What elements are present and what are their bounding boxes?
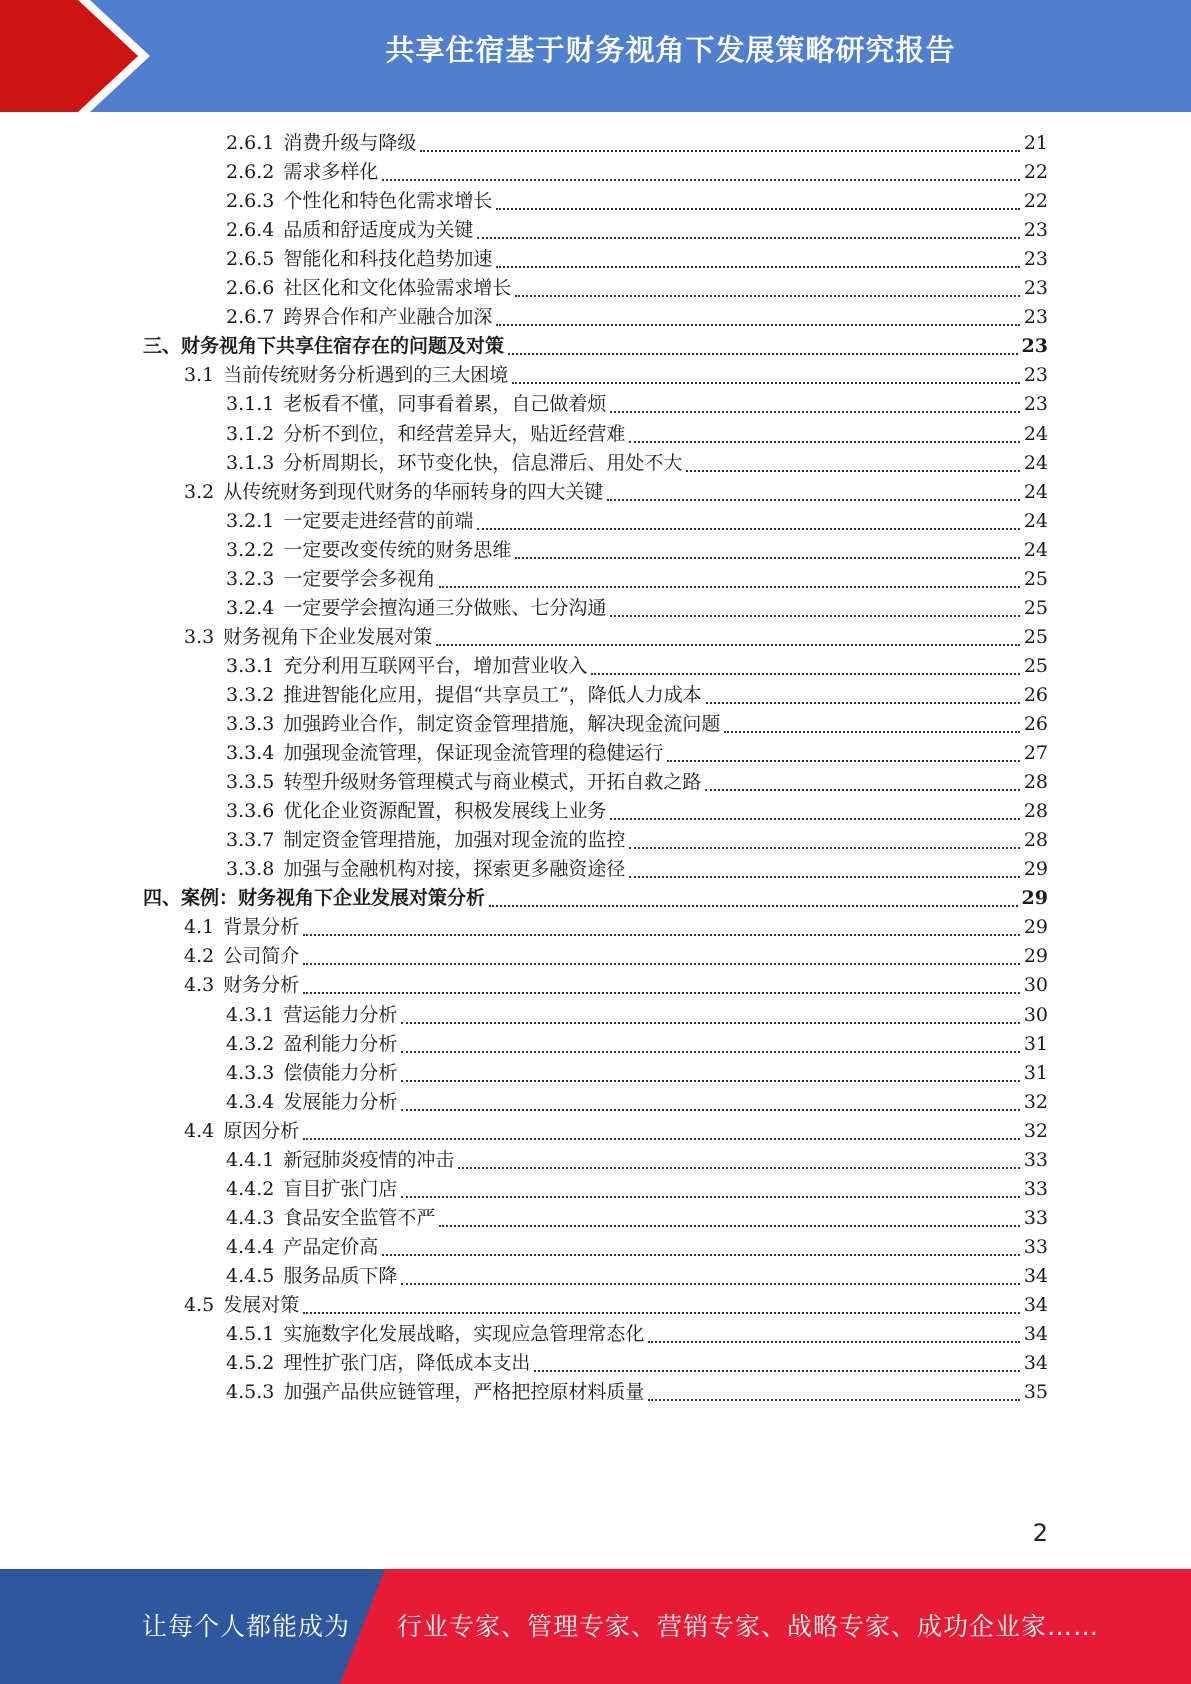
toc-entry[interactable]: [226, 1058, 1048, 1089]
toc-entry-title: 财务视角下企业发展对策: [223, 625, 433, 648]
toc-entry-number: 2.6.1: [226, 132, 275, 154]
toc-dot-leader: [439, 564, 1019, 595]
toc-entry[interactable]: [184, 970, 1048, 1001]
toc-entry[interactable]: [226, 680, 1048, 711]
page-footer: [0, 1569, 1191, 1684]
toc-entry[interactable]: [226, 1348, 1048, 1379]
toc-entry[interactable]: [226, 1203, 1048, 1234]
toc-entry-number: 3.3.7: [226, 829, 275, 852]
toc-entry-title: 从传统财务到现代财务的华丽转身的四大关键: [223, 480, 604, 503]
toc-entry-title: 发展能力分析: [283, 1090, 398, 1113]
toc-entry-page: 29: [1021, 887, 1048, 910]
toc-entry-title: 转型升级财务管理模式与商业模式，开拓自救之路: [283, 771, 702, 794]
toc-entry-number: 4.4: [184, 1119, 215, 1142]
toc-entry-title: 一定要学会多视角: [283, 567, 436, 590]
report-title: 共享住宿基于财务视角下发展策略研究报告: [385, 33, 956, 67]
toc-entry-page: 30: [1023, 974, 1048, 997]
toc-dot-leader: [724, 709, 1019, 740]
toc-entry-page: 30: [1023, 1003, 1048, 1026]
toc-dot-leader: [706, 680, 1020, 711]
toc-entry[interactable]: [226, 564, 1048, 595]
toc-entry[interactable]: [226, 854, 1048, 885]
toc-dot-leader: [629, 854, 1019, 885]
toc-dot-leader: [401, 1174, 1019, 1205]
toc-entry-title: 充分利用互联网平台，增加营业收入: [283, 654, 588, 677]
footer-slogan-left: 让每个人都能成为: [142, 1612, 351, 1641]
toc-entry-number: 3.3.2: [226, 683, 275, 706]
toc-entry-number: 2.6.3: [226, 190, 275, 213]
toc-entry[interactable]: [184, 360, 1048, 391]
toc-dot-leader: [629, 825, 1019, 856]
toc-dot-leader: [515, 535, 1019, 566]
toc-entry[interactable]: [226, 1087, 1048, 1118]
toc-entry[interactable]: [226, 1377, 1048, 1408]
toc-dot-leader: [477, 506, 1019, 537]
toc-entry-page: 28: [1023, 800, 1048, 823]
toc-dot-leader: [477, 215, 1019, 246]
toc-entry-page: 26: [1023, 683, 1048, 706]
toc-entry-title: 加强现金流管理，保证现金流管理的稳健运行: [283, 742, 664, 765]
toc-dot-leader: [648, 1377, 1019, 1408]
toc-entry-page: 24: [1023, 480, 1048, 503]
toc-dot-leader: [705, 767, 1019, 798]
toc-entry[interactable]: [226, 215, 1048, 246]
toc-entry-number: 3.3.6: [226, 800, 275, 823]
toc-entry-title: 制定资金管理措施，加强对现金流的监控: [283, 829, 626, 852]
toc-dot-leader: [458, 1145, 1019, 1176]
toc-entry-number: 4.3.4: [226, 1090, 275, 1113]
toc-entry-title: 智能化和科技化趋势加速: [283, 248, 493, 271]
toc-entry[interactable]: [226, 419, 1048, 450]
toc-entry-page: 24: [1023, 509, 1048, 532]
toc-entry[interactable]: [226, 1000, 1048, 1031]
toc-entry-title: 跨界合作和产业融合加深: [283, 306, 493, 329]
toc-entry-number: 3.3.3: [226, 713, 275, 735]
toc-entry[interactable]: [143, 883, 1048, 914]
toc-dot-leader: [610, 389, 1019, 420]
toc-entry-title: 食品安全监管不严: [283, 1206, 436, 1229]
toc-entry-number: 2.6.7: [226, 306, 275, 329]
page-header: [0, 0, 1191, 112]
toc-entry-title: 服务品质下降: [283, 1264, 398, 1287]
toc-entry-number: 3.2.1: [226, 509, 275, 532]
toc-entry-title: 优化企业资源配置，积极发展线上业务: [283, 800, 607, 823]
toc-entry[interactable]: [184, 1116, 1048, 1147]
toc-entry-page: 33: [1023, 1235, 1048, 1258]
toc-entry-number: 3.2: [184, 480, 215, 503]
toc-entry-title: 四、案例：财务视角下企业发展对策分析: [143, 887, 486, 910]
toc-entry-number: 4.4.1: [226, 1148, 275, 1171]
toc-entry-number: 3.1: [184, 364, 215, 387]
toc-entry-number: 3.3.5: [226, 771, 275, 794]
toc-entry-title: 营运能力分析: [283, 1003, 398, 1026]
toc-entry-page: 28: [1023, 771, 1048, 794]
toc-entry-title: 加强产品供应链管理，严格把控原材料质量: [283, 1381, 645, 1404]
toc-entry-title: 一定要走进经营的前端: [283, 509, 474, 532]
toc-entry-number: 2.6.5: [226, 248, 275, 271]
toc-entry-title: 背景分析: [223, 916, 300, 939]
toc-entry-number: 4.1: [184, 916, 215, 939]
toc-entry[interactable]: [184, 941, 1048, 972]
toc-entry[interactable]: [226, 1319, 1048, 1350]
toc-dot-leader: [303, 912, 1020, 943]
toc-entry-page: 25: [1023, 625, 1048, 648]
toc-entry[interactable]: [226, 651, 1048, 682]
toc-entry-title: 理性扩张门店，降低成本支出: [283, 1352, 531, 1375]
toc-entry[interactable]: [226, 186, 1048, 217]
toc-entry-number: 3.2.4: [226, 596, 275, 619]
toc-dot-leader: [382, 157, 1019, 188]
toc-entry-title: 品质和舒适度成为关键: [283, 219, 474, 242]
toc-entry[interactable]: [226, 1174, 1048, 1205]
toc-entry-page: 28: [1023, 829, 1048, 852]
toc-entry[interactable]: [184, 912, 1048, 943]
toc-entry-page: 22: [1023, 161, 1048, 184]
toc-dot-leader: [401, 1261, 1019, 1292]
toc-dot-leader: [439, 1203, 1019, 1234]
toc-entry-number: 3.3.1: [226, 654, 275, 677]
toc-entry[interactable]: [226, 157, 1048, 188]
toc-dot-leader: [629, 419, 1019, 450]
toc-entry-page: 34: [1023, 1323, 1048, 1346]
toc-entry-number: 3.1.1: [226, 393, 275, 416]
toc-entry[interactable]: [226, 448, 1048, 479]
toc-entry-page: 34: [1023, 1294, 1048, 1316]
toc-entry-title: 盲目扩张门店: [283, 1177, 398, 1200]
toc-entry-page: 24: [1023, 538, 1048, 561]
toc-entry-page: 24: [1023, 422, 1048, 445]
toc-entry-title: 分析不到位，和经营差异大，贴近经营难: [283, 422, 626, 445]
toc-dot-leader: [401, 1087, 1019, 1118]
toc-entry[interactable]: [226, 796, 1048, 827]
footer-slogan-right: 行业专家、管理专家、营销专家、战略专家、成功企业家……: [397, 1612, 1100, 1641]
toc-entry[interactable]: [226, 506, 1048, 537]
toc-entry-page: 24: [1023, 451, 1048, 474]
toc-entry-title: 加强与金融机构对接，探索更多融资途径: [283, 858, 626, 881]
toc-dot-leader: [610, 796, 1019, 827]
toc-dot-leader: [667, 738, 1019, 769]
toc-entry-title: 三、财务视角下共享住宿存在的问题及对策: [143, 335, 505, 358]
toc-entry-page: 23: [1021, 335, 1048, 358]
toc-entry[interactable]: [226, 738, 1048, 769]
toc-entry-title: 财务分析: [223, 974, 300, 997]
toc-dot-leader: [401, 1029, 1019, 1060]
toc-entry-number: 4.3.2: [226, 1032, 275, 1055]
toc-entry[interactable]: [143, 331, 1048, 362]
toc-entry-page: 25: [1023, 567, 1048, 590]
toc-entry[interactable]: [226, 593, 1048, 624]
toc-dot-leader: [648, 1319, 1019, 1350]
toc-dot-leader: [515, 273, 1019, 304]
toc-entry[interactable]: [226, 389, 1048, 420]
toc-entry-number: 3.2.3: [226, 567, 275, 590]
toc-entry-number: 3.3.4: [226, 742, 275, 765]
toc-entry-title: 需求多样化: [283, 161, 379, 184]
toc-entry-title: 新冠肺炎疫情的冲击: [283, 1148, 455, 1171]
toc-entry-title: 偿债能力分析: [283, 1061, 398, 1084]
toc-entry-number: 2.6.4: [226, 219, 275, 242]
toc-entry-number: 3.1.3: [226, 451, 275, 474]
toc-dot-leader: [512, 360, 1020, 391]
toc-entry[interactable]: [226, 709, 1048, 740]
toc-dot-leader: [382, 1232, 1019, 1263]
toc-dot-leader: [401, 1000, 1019, 1031]
toc-entry-number: 4.5.1: [226, 1323, 275, 1346]
toc-entry-page: 31: [1023, 1032, 1048, 1055]
toc-entry-page: 31: [1023, 1061, 1048, 1084]
toc-entry[interactable]: [226, 767, 1048, 798]
toc-dot-leader: [401, 1058, 1019, 1089]
toc-dot-leader: [534, 1348, 1019, 1379]
toc-entry-page: 35: [1023, 1381, 1048, 1404]
toc-entry-number: 3.3: [184, 625, 215, 648]
toc-entry[interactable]: [184, 1290, 1048, 1321]
toc-dot-leader: [496, 302, 1019, 333]
toc-entry-number: 2.6.2: [226, 161, 275, 184]
toc-entry-number: 4.2: [184, 945, 215, 968]
toc-entry[interactable]: [226, 1232, 1048, 1263]
toc-entry-title: 当前传统财务分析遇到的三大困境: [223, 364, 509, 387]
toc-entry-title: 消费升级与降级: [283, 132, 417, 154]
toc-entry-page: 29: [1023, 858, 1048, 881]
toc-dot-leader: [591, 651, 1019, 682]
toc-entry[interactable]: [226, 825, 1048, 856]
toc-dot-leader: [436, 622, 1020, 653]
toc-dot-leader: [686, 448, 1019, 479]
toc-entry[interactable]: [226, 1261, 1048, 1292]
toc-dot-leader: [496, 186, 1019, 217]
toc-entry-title: 实施数字化发展战略，实现应急管理常态化: [283, 1323, 645, 1346]
toc-entry-title: 一定要改变传统的财务思维: [283, 538, 512, 561]
toc-entry-page: 32: [1023, 1119, 1048, 1142]
toc-entry-page: 22: [1023, 190, 1048, 213]
toc-entry-title: 产品定价高: [283, 1235, 379, 1258]
toc-entry[interactable]: [226, 1145, 1048, 1176]
toc-entry-page: 34: [1023, 1264, 1048, 1287]
toc-dot-leader: [303, 1290, 1020, 1321]
toc-entry-title: 分析周期长，环节变化快，信息滞后、用处不大: [283, 451, 683, 474]
toc-entry-number: 4.3.1: [226, 1003, 275, 1026]
toc-entry-page: 25: [1023, 596, 1048, 619]
toc-entry[interactable]: [226, 128, 1048, 159]
toc-entry-number: 4.4.3: [226, 1206, 275, 1229]
toc-entry-page: 33: [1023, 1177, 1048, 1200]
toc-entry-page: 23: [1023, 306, 1048, 329]
toc-dot-leader: [508, 331, 1018, 362]
toc-dot-leader: [610, 593, 1019, 624]
toc-entry-page: 33: [1023, 1206, 1048, 1229]
toc-entry[interactable]: [226, 1029, 1048, 1060]
toc-entry-number: 4.4.4: [226, 1235, 275, 1258]
toc-dot-leader: [420, 128, 1019, 159]
toc-entry-title: 原因分析: [223, 1119, 300, 1142]
toc-entry-page: 32: [1023, 1090, 1048, 1113]
toc-entry-number: 3.2.2: [226, 538, 275, 561]
toc-entry[interactable]: [226, 302, 1048, 333]
toc-entry-number: 4.3.3: [226, 1061, 275, 1084]
toc-dot-leader: [303, 1116, 1020, 1147]
toc-entry-number: 3.1.2: [226, 422, 275, 445]
toc-entry-number: 4.4.5: [226, 1264, 275, 1287]
toc-entry[interactable]: [226, 535, 1048, 566]
toc-entry[interactable]: [184, 622, 1048, 653]
toc-entry-page: 23: [1023, 277, 1048, 300]
toc-entry[interactable]: [184, 477, 1048, 508]
toc-entry-number: 2.6.6: [226, 277, 275, 300]
page-number: 2: [1032, 1519, 1048, 1547]
toc-entry-number: 4.5: [184, 1294, 215, 1316]
toc-entry-title: 老板看不懂，同事看着累，自己做着烦: [283, 393, 607, 416]
toc-entry-title: 发展对策: [223, 1294, 300, 1316]
toc-entry[interactable]: [226, 273, 1048, 304]
toc-entry-title: 盈利能力分析: [283, 1032, 398, 1055]
toc-entry-page: 27: [1023, 742, 1048, 765]
toc-entry-title: 个性化和特色化需求增长: [283, 190, 493, 213]
toc-entry-page: 29: [1023, 945, 1048, 968]
toc-entry-title: 一定要学会擅沟通三分做账、七分沟通: [283, 596, 607, 619]
toc-entry-page: 29: [1023, 916, 1048, 939]
toc-dot-leader: [496, 244, 1019, 275]
toc-entry-page: 23: [1023, 364, 1048, 387]
toc-entry-number: 4.5.3: [226, 1381, 275, 1404]
toc-entry-page: 33: [1023, 1148, 1048, 1171]
toc-entry-title: 推进智能化应用，提倡“共享员工”，降低人力成本: [283, 683, 702, 706]
toc-entry-page: 21: [1023, 132, 1048, 154]
toc-dot-leader: [303, 941, 1020, 972]
toc-dot-leader: [607, 477, 1020, 508]
toc-entry-page: 23: [1023, 219, 1048, 242]
toc-entry-page: 26: [1023, 713, 1048, 735]
toc-entry-title: 社区化和文化体验需求增长: [283, 277, 512, 300]
toc-dot-leader: [303, 970, 1020, 1001]
header-chevron-arrow: [0, 0, 150, 112]
toc-entry-number: 4.3: [184, 974, 215, 997]
toc-entry-page: 25: [1023, 654, 1048, 677]
toc-entry-page: 23: [1023, 248, 1048, 271]
toc-entry-number: 4.5.2: [226, 1352, 275, 1375]
toc-entry-page: 23: [1023, 393, 1048, 416]
toc-entry[interactable]: [226, 244, 1048, 275]
toc-dot-leader: [489, 883, 1018, 914]
toc-entry-number: 3.3.8: [226, 858, 275, 881]
toc-entry-number: 4.4.2: [226, 1177, 275, 1200]
toc-entry-page: 34: [1023, 1352, 1048, 1375]
toc-entry-title: 加强跨业合作，制定资金管理措施，解决现金流问题: [283, 713, 721, 735]
toc-entry-title: 公司简介: [223, 945, 300, 968]
